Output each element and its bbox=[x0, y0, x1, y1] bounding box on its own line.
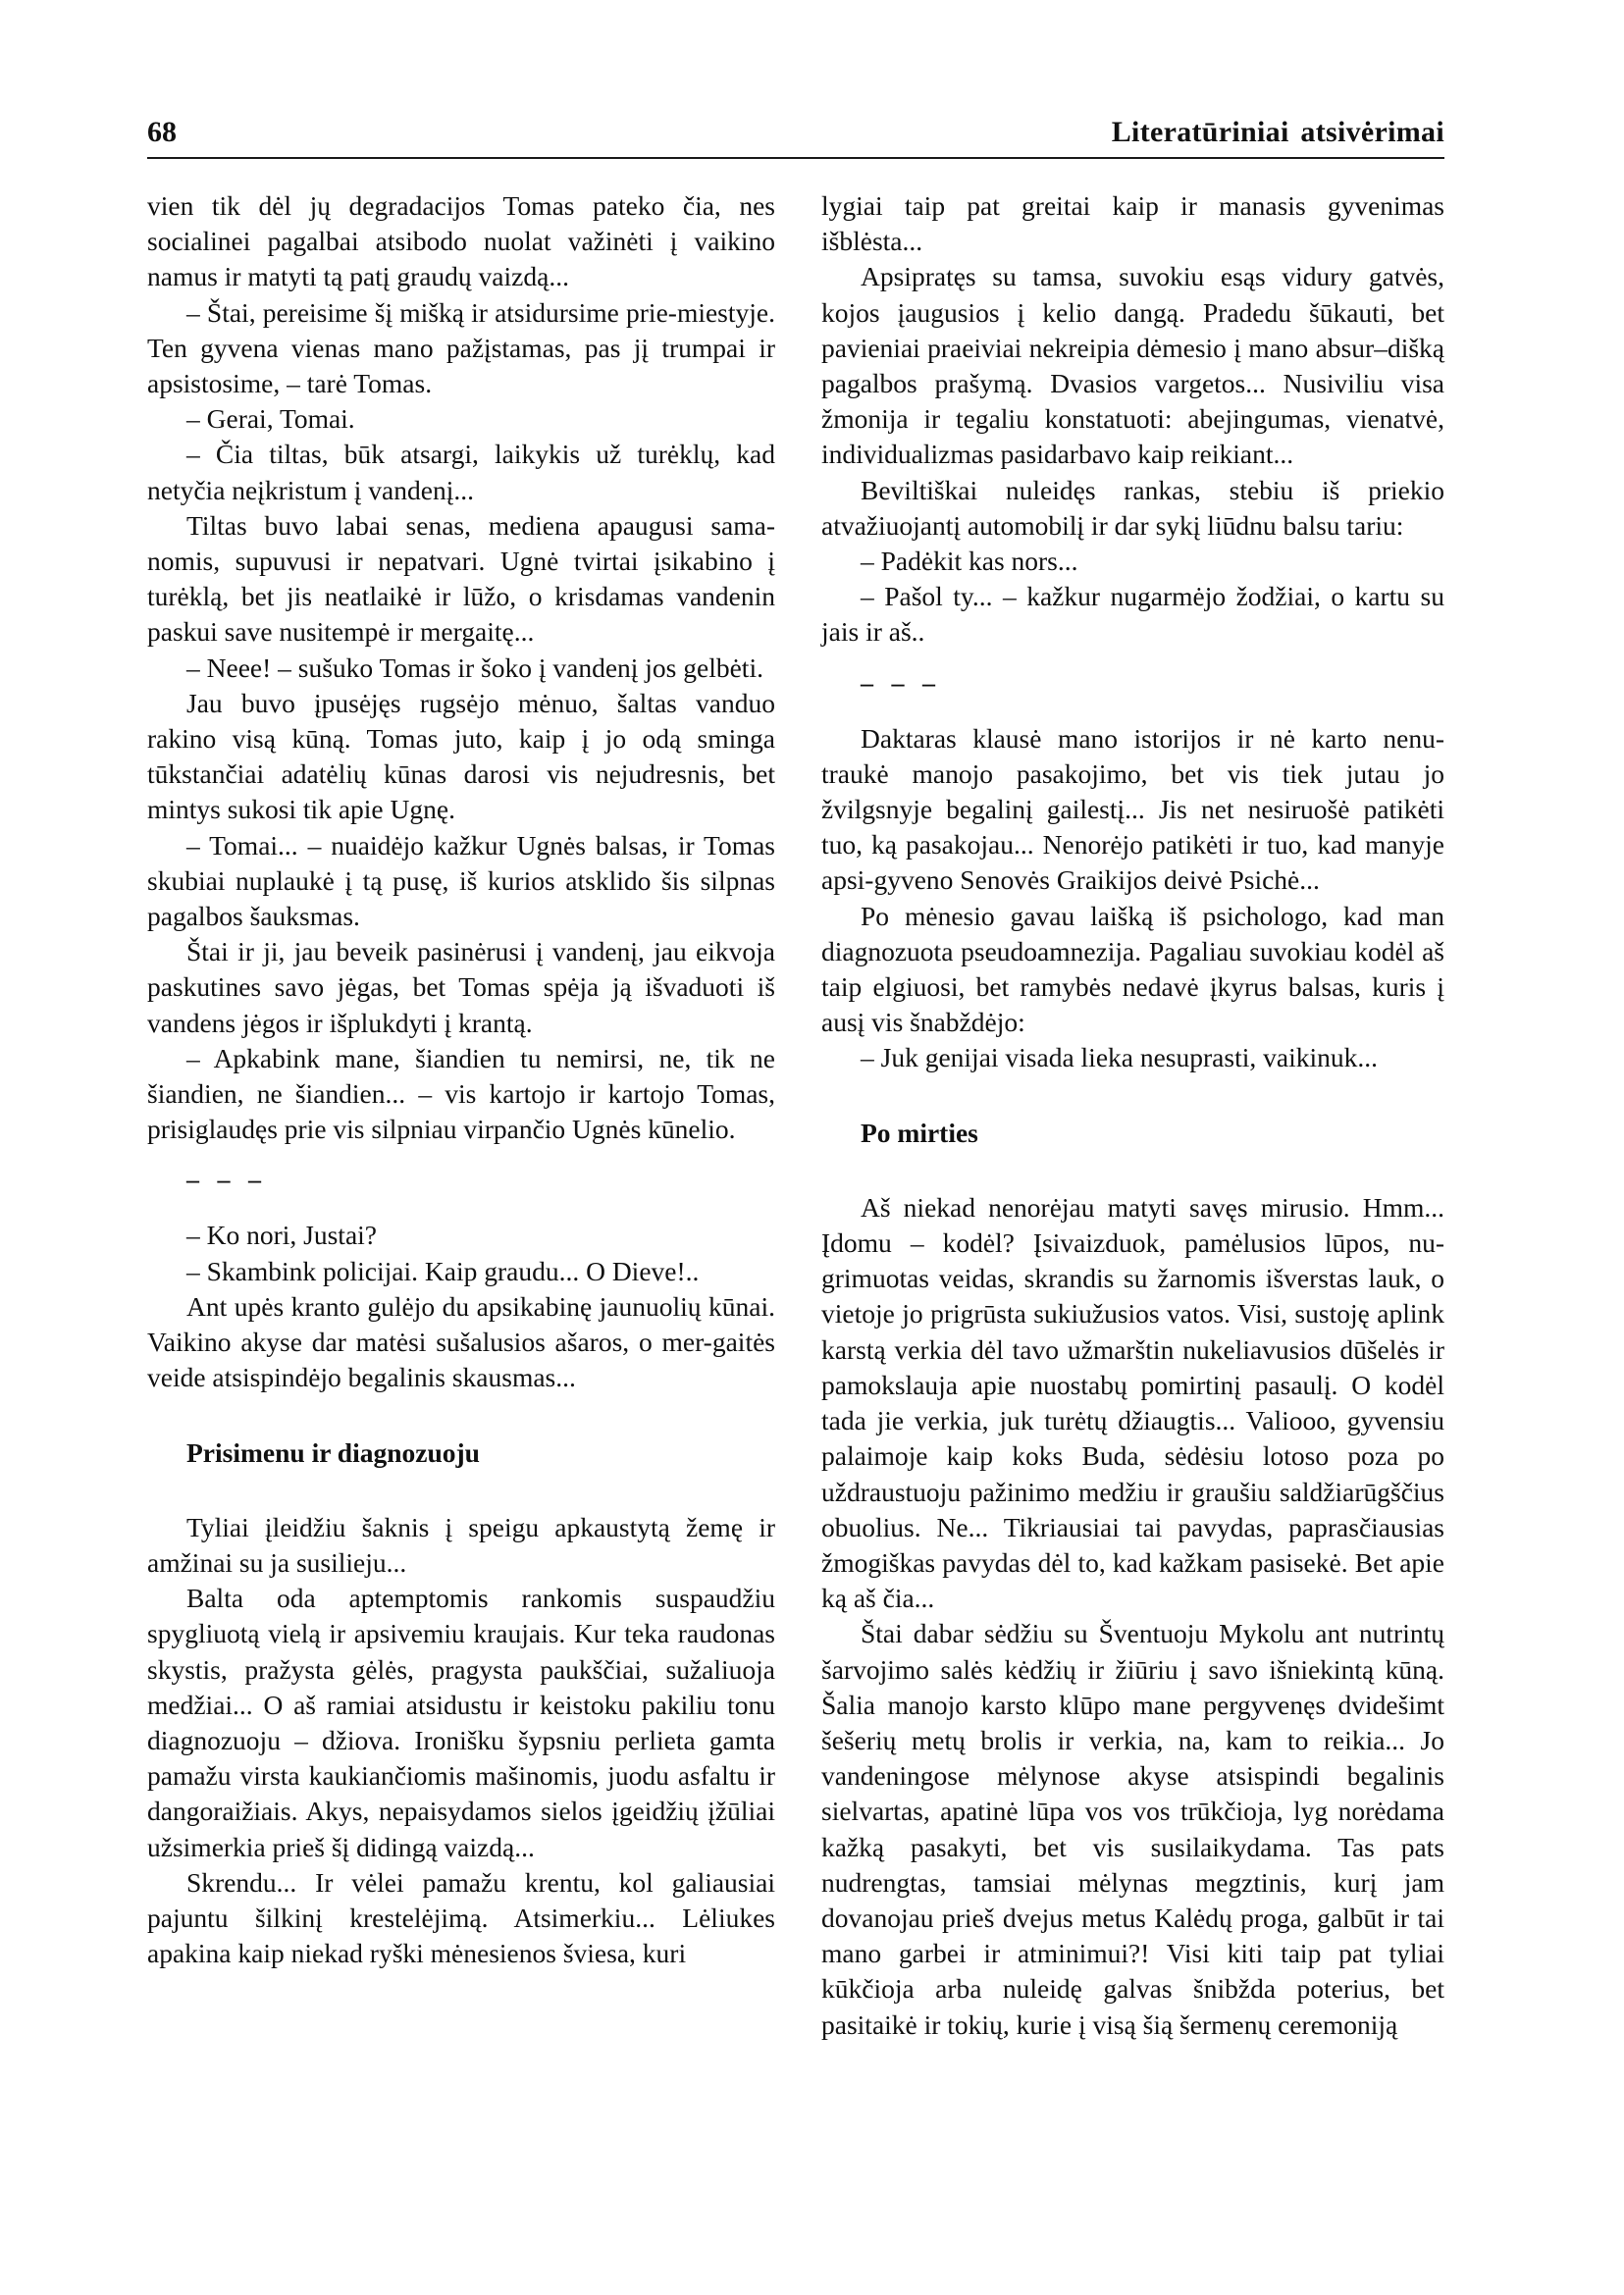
paragraph: Beviltiškai nuleidęs rankas, stebiu iš priekio atvažiuojantį automobilį ir dar sykį liūdnu balsu tariu: bbox=[821, 474, 1444, 541]
section-heading: Prisimenu ir diagnozuoju bbox=[186, 1436, 480, 1468]
paragraph: – Tomai... – nuaidėjo kažkur Ugnės balsas, ir Tomas skubiai nuplaukė į tą pusę, iš kurios atsklido šis silpnas pagalbos šauksmas. bbox=[147, 829, 775, 932]
paragraph: – Ko nori, Justai? bbox=[186, 1220, 378, 1251]
paragraph: Štai ir ji, jau beveik pasinėrusi į vandenį, jau eikvoja paskutines savo jėgas, bet Tomas spėja ją išvaduoti iš vandens jėgos ir išplukdyti į krantą. bbox=[147, 936, 775, 1038]
page-header bbox=[147, 114, 1444, 159]
spacer bbox=[821, 1076, 1444, 1116]
paragraph: Jau buvo įpusėjęs rugsėjo mėnuo, šaltas vanduo rakino visą kūną. Tomas juto, kaip į jo odą sminga tūkstančiai adatėlių kūnas darosi vis nejudresnis, bet mintys sukosi tik apie Ugnę. bbox=[147, 687, 775, 825]
paragraph: Balta oda aptemptomis rankomis suspaudžiu spygliuotą vielą ir apsivemiu kraujais. Kur teka raudonas skystis, pražysta gėlės, pragysta paukščiai, sužaliuoja medžiai... O aš ramiai atsidustu ir keistoku pakiliu tonu diagnozuoju – džiova. Ironišku šypsniu perlieta gamta pamažu virsta kaukiančiomis mašinomis, juodu asfaltu ir dangoraižiais. Akys, nepaisydamos sielos įgeidžių įžūliai užsimerkia prieš šį didingą vaizdą... bbox=[147, 1583, 775, 1862]
section-separator bbox=[821, 651, 1444, 721]
separator-dashes: – – – bbox=[186, 1166, 267, 1195]
paragraph: – Apkabink mane, šiandien tu nemirsi, ne, tik ne šiandien, ne šiandien... – vis kartojo ir kartojo Tomas, prisiglaudęs prie vis silpniau virpančio Ugnės kūnelio. bbox=[147, 1042, 775, 1145]
paragraph: lygiai taip pat greitai kaip ir manasis gyvenimas išblėsta... bbox=[821, 190, 1444, 257]
paragraph: – Padėkit kas nors... bbox=[861, 546, 1078, 577]
spacer bbox=[821, 1151, 1444, 1190]
paragraph: – Juk genijai visada lieka nesuprasti, vaikinuk... bbox=[861, 1042, 1378, 1073]
paragraph: Štai dabar sėdžiu su Šventuoju Mykolu ant nutrintų šarvojimo salės kėdžių ir žiūriu į savo išniekintą kūną. Šalia manojo karsto klūpo mane pergyvenęs dvidešimt šešerių metų brolis ir verkia, na, kam to reikia... Jo vandeningose mėlynose akyse atsispindi begalinis sielvartas, apatinė lūpa vos vos trūkčioja, lyg norėdama kažką pasakyti, bet vis susilaikydama. Tas pats nudrengtas, tamsiai mėlynas megztinis, kurį jam dovanojau prieš dvejus metus Kalėdų proga, galbūt ir tai mano garbei ir atminimui?! Visi kiti taip pat tyliai kūkčioja arba nuleidę galvas šnibžda poterius, bet pasitaikė ir tokių, kurie į visą šią šermenų ceremoniją bbox=[821, 1618, 1444, 2040]
paragraph: Tiltas buvo labai senas, mediena apaugusi sama-nomis, supuvusi ir nepatvari. Ugnė tvirtai įsikabino į turėklą, bet jis neatlaikė ir lūžo, o krisdamas vandenin paskui save nusitempė ir mergaitę... bbox=[147, 509, 775, 648]
paragraph: – Gerai, Tomai. bbox=[186, 403, 355, 435]
paragraph: Skrendu... Ir vėlei pamažu krentu, kol galiausiai pajuntu šilkinį krestelėjimą. Atsimerkiu... Lėliukes apakina kaip niekad ryški mėnesienos šviesa, kuri bbox=[147, 1866, 775, 1969]
paragraph: Aš niekad nenorėjau matyti savęs mirusio. Hmm... Įdomu – kodėl? Įsivaizduok, pamėlusios lūpos, nu-grimuotas veidas, skrandis su žarnomis išverstas lauk, o vietoje jo prigrūsta sukiužusios vatos. Visi, sustoję aplink karstą verkia dėl tavo užmarštin nukeliavusios dūšelės ir pamokslauja apie nuostabų pomirtinį pasaulį. O kodėl tada jie verkia, juk turėtų džiaugtis... Valiooo, gyvensiu palaimoje kaip koks Buda, sėdėsiu lotoso poza po uždraustuoju pažinimo medžiu ir graušiu saldžiarūgščius obuolius. Ne... Tikriausiai tai pavydas, paprasčiausias žmogiškas pavydas dėl to, kad kažkam pasisekė. Bet apie ką aš čia... bbox=[821, 1191, 1444, 1614]
left-column bbox=[147, 188, 775, 1971]
paragraph: – Čia tiltas, būk atsargi, laikykis už turėklų, kad netyčia neįkristum į vandenį... bbox=[147, 439, 775, 505]
right-column bbox=[821, 188, 1444, 2043]
paragraph: Tyliai įleidžiu šaknis į speigu apkaustytą žemę ir amžinai su ja susilieju... bbox=[147, 1511, 775, 1578]
paragraph: Apsipratęs su tamsa, suvokiu esąs vidury gatvės, kojos įaugusios į kelio dangą. Pradedu šūkauti, bet pavieniai praeiviai nekreipia dėmesio į mano absur–dišką pagalbos prašymą. Dvasios vargetos... Nusiviliu visa žmonija ir tegaliu konstatuoti: abejingumas, vienatvė, individualizmas pasidarbavo kaip reikiant... bbox=[821, 261, 1444, 470]
paragraph: Ant upės kranto gulėjo du apsikabinę jaunuolių kūnai. Vaikino akyse dar matėsi sušalusios ašaros, o mer-gaitės veide atsispindėjo begalinis skausmas... bbox=[147, 1290, 775, 1393]
running-title: Literatūriniai atsivėrimai bbox=[1111, 116, 1444, 148]
paragraph: – Pašol ty... – kažkur nugarmėjo žodžiai, o kartu su jais ir aš.. bbox=[821, 581, 1444, 648]
section-separator bbox=[147, 1147, 775, 1218]
spacer bbox=[147, 1471, 775, 1510]
page-number: 68 bbox=[147, 116, 177, 148]
paragraph: – Štai, pereisime šį mišką ir atsidursime prie-miestyje. Ten gyvena vienas mano pažįstamas, pas jį trumpai ir apsistosime, – tarė Tomas. bbox=[147, 296, 775, 399]
paragraph: – Skambink policijai. Kaip graudu... O Dieve!.. bbox=[186, 1255, 700, 1286]
paragraph: – Neee! – sušuko Tomas ir šoko į vandenį jos gelbėti. bbox=[186, 652, 763, 683]
separator-dashes: – – – bbox=[861, 668, 941, 698]
paragraph: Daktaras klausė mano istorijos ir nė karto nenu-traukė manojo pasakojimo, bet vis tiek jutau jo žvilgsnyje begalinį gailestį... Jis net nesiruošė patikėti tuo, ką pasakojau... Nenorėjo patikėti ir tuo, kad manyje apsi-gyveno Senovės Graikijos deivė Psichė... bbox=[821, 722, 1444, 896]
paragraph: Po mėnesio gavau laišką iš psichologo, kad man diagnozuota pseudoamnezija. Pagaliau suvokiau kodėl aš taip elgiuosi, bet ramybės nedavė įkyrus balsas, kuris į ausį vis šnabždėjo: bbox=[821, 900, 1444, 1038]
paragraph: vien tik dėl jų degradacijos Tomas pateko čia, nes socialinei pagalbai atsibodo nuolat važinėti į vaikino namus ir matyti tą patį graudų vaizdą... bbox=[147, 190, 775, 292]
section-heading: Po mirties bbox=[861, 1117, 978, 1148]
spacer bbox=[147, 1396, 775, 1435]
